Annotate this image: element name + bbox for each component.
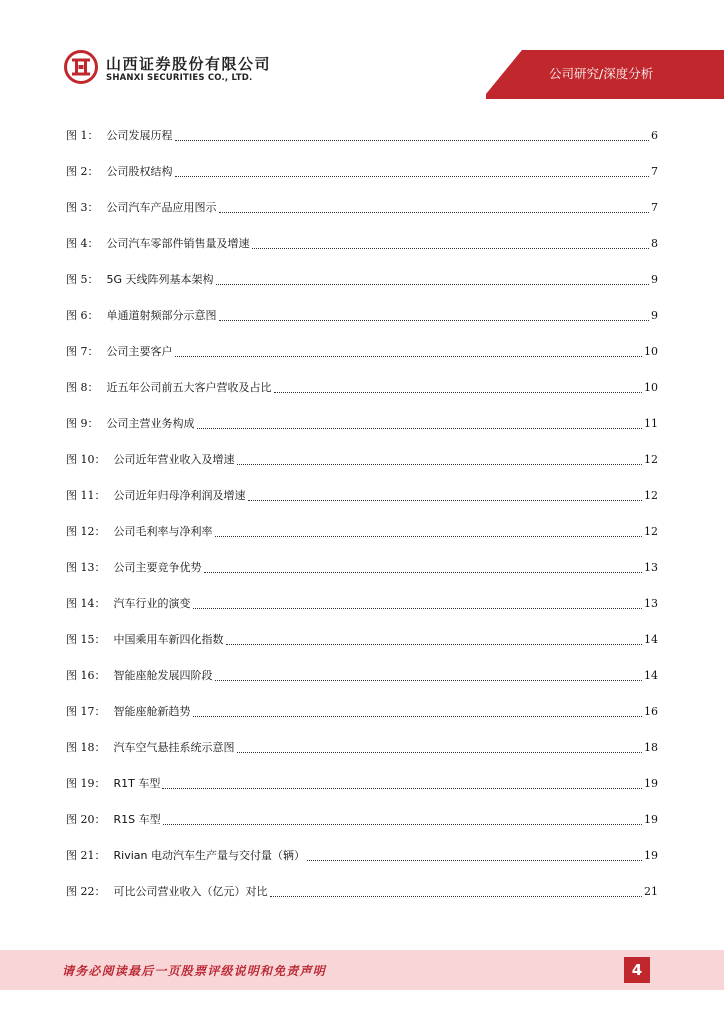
figure-title: 公司发展历程 bbox=[106, 129, 173, 142]
dot-leader bbox=[215, 535, 643, 537]
figure-page-number: 8 bbox=[651, 237, 658, 250]
figure-list-item[interactable] bbox=[66, 694, 658, 730]
figure-page-number: 18 bbox=[644, 741, 658, 754]
figure-number: 图 2： bbox=[66, 165, 99, 178]
figure-title: 公司毛利率与净利率 bbox=[113, 525, 213, 538]
figure-number: 图 12： bbox=[66, 525, 106, 538]
company-name-en: SHANXI SECURITIES CO., LTD. bbox=[106, 73, 253, 83]
dot-leader bbox=[270, 895, 643, 897]
figure-page-number: 12 bbox=[644, 489, 658, 502]
header-banner bbox=[0, 0, 724, 100]
figure-list-item[interactable] bbox=[66, 370, 658, 406]
dot-leader bbox=[226, 643, 643, 645]
figure-number: 图 11： bbox=[66, 489, 106, 502]
figure-title: R1T 车型 bbox=[113, 777, 161, 790]
figure-number: 图 3： bbox=[66, 201, 99, 214]
figure-list-item[interactable] bbox=[66, 838, 658, 874]
figure-title: 公司汽车产品应用图示 bbox=[106, 201, 217, 214]
figure-title: 公司主营业务构成 bbox=[106, 417, 195, 430]
figure-list-item[interactable] bbox=[66, 766, 658, 802]
figure-page-number: 11 bbox=[644, 417, 658, 430]
figure-page-number: 9 bbox=[651, 309, 658, 322]
figure-title: 5G 天线阵列基本架构 bbox=[106, 273, 214, 286]
figure-title: 单通道射频部分示意图 bbox=[106, 309, 217, 322]
dot-leader bbox=[197, 427, 643, 429]
figure-page-number: 10 bbox=[644, 381, 658, 394]
dot-leader bbox=[219, 319, 650, 321]
figure-page-number: 19 bbox=[644, 813, 658, 826]
figure-page-number: 14 bbox=[644, 633, 658, 646]
figure-list-item[interactable] bbox=[66, 874, 658, 910]
figure-number: 图 15： bbox=[66, 633, 106, 646]
figure-title: 公司近年营业收入及增速 bbox=[113, 453, 235, 466]
figure-page-number: 13 bbox=[644, 561, 658, 574]
figure-title: 汽车空气悬挂系统示意图 bbox=[113, 741, 235, 754]
figure-title: Rivian 电动汽车生产量与交付量（辆） bbox=[113, 849, 305, 862]
figure-title: 公司股权结构 bbox=[106, 165, 173, 178]
figure-page-number: 9 bbox=[651, 273, 658, 286]
dot-leader bbox=[175, 139, 650, 141]
dot-leader bbox=[215, 679, 643, 681]
dot-leader bbox=[193, 607, 643, 609]
figure-list-item[interactable] bbox=[66, 298, 658, 334]
figure-number: 图 6： bbox=[66, 309, 99, 322]
figure-title: 公司汽车零部件销售量及增速 bbox=[106, 237, 250, 250]
figure-number: 图 7： bbox=[66, 345, 99, 358]
figure-title: 智能座舱发展四阶段 bbox=[113, 669, 213, 682]
figure-list-item[interactable] bbox=[66, 262, 658, 298]
dot-leader bbox=[216, 283, 649, 285]
figure-title: 公司主要客户 bbox=[106, 345, 173, 358]
figure-number: 图 19： bbox=[66, 777, 106, 790]
dot-leader bbox=[175, 355, 643, 357]
dot-leader bbox=[162, 787, 642, 789]
figure-number: 图 16： bbox=[66, 669, 106, 682]
figure-page-number: 16 bbox=[644, 705, 658, 718]
dot-leader bbox=[204, 571, 643, 573]
figure-list-item[interactable] bbox=[66, 478, 658, 514]
dot-leader bbox=[252, 247, 650, 249]
figure-number: 图 10： bbox=[66, 453, 106, 466]
figure-number: 图 21： bbox=[66, 849, 106, 862]
figure-number: 图 13： bbox=[66, 561, 106, 574]
figure-list-item[interactable] bbox=[66, 442, 658, 478]
figure-number: 图 22： bbox=[66, 885, 106, 898]
company-name-cn: 山西证券股份有限公司 bbox=[106, 55, 272, 73]
figure-page-number: 6 bbox=[651, 129, 658, 142]
figure-page-number: 12 bbox=[644, 453, 658, 466]
figure-list-item[interactable] bbox=[66, 226, 658, 262]
dot-leader bbox=[307, 859, 642, 861]
dot-leader bbox=[193, 715, 643, 717]
figure-title: 中国乘用车新四化指数 bbox=[113, 633, 224, 646]
figure-list-item[interactable] bbox=[66, 550, 658, 586]
figure-list-item[interactable] bbox=[66, 154, 658, 190]
report-section-label: 公司研究/深度分析 bbox=[549, 66, 654, 81]
figure-page-number: 13 bbox=[644, 597, 658, 610]
figure-list bbox=[66, 118, 658, 910]
figure-list-item[interactable] bbox=[66, 586, 658, 622]
dot-leader bbox=[163, 823, 642, 825]
figure-title: 可比公司营业收入（亿元）对比 bbox=[113, 885, 268, 898]
figure-number: 图 14： bbox=[66, 597, 106, 610]
figure-number: 图 1： bbox=[66, 129, 99, 142]
figure-page-number: 12 bbox=[644, 525, 658, 538]
figure-page-number: 7 bbox=[651, 201, 658, 214]
figure-list-item[interactable] bbox=[66, 658, 658, 694]
figure-title: 公司近年归母净利润及增速 bbox=[113, 489, 246, 502]
dot-leader bbox=[274, 391, 643, 393]
figure-title: 公司主要竞争优势 bbox=[113, 561, 202, 574]
figure-list-item[interactable] bbox=[66, 802, 658, 838]
figure-page-number: 7 bbox=[651, 165, 658, 178]
page-footer bbox=[0, 950, 724, 990]
figure-page-number: 19 bbox=[644, 777, 658, 790]
figure-number: 图 17： bbox=[66, 705, 106, 718]
figure-list-item[interactable] bbox=[66, 118, 658, 154]
dot-leader bbox=[219, 211, 650, 213]
figure-title: 近五年公司前五大客户营收及占比 bbox=[106, 381, 272, 394]
page-number: 4 bbox=[624, 957, 650, 983]
dot-leader bbox=[248, 499, 643, 501]
figure-number: 图 4： bbox=[66, 237, 99, 250]
dot-leader bbox=[175, 175, 650, 177]
page-header bbox=[0, 0, 724, 100]
figure-page-number: 10 bbox=[644, 345, 658, 358]
figure-page-number: 19 bbox=[644, 849, 658, 862]
dot-leader bbox=[237, 751, 643, 753]
figure-list-item[interactable] bbox=[66, 730, 658, 766]
figure-page-number: 21 bbox=[644, 885, 658, 898]
figure-number: 图 5： bbox=[66, 273, 99, 286]
dot-leader bbox=[237, 463, 643, 465]
figure-number: 图 20： bbox=[66, 813, 106, 826]
disclaimer-text: 请务必阅读最后一页股票评级说明和免责声明 bbox=[62, 964, 327, 978]
figure-list-item[interactable] bbox=[66, 622, 658, 658]
figure-title: R1S 车型 bbox=[113, 813, 161, 826]
figure-list-item[interactable] bbox=[66, 514, 658, 550]
figure-list-item[interactable] bbox=[66, 406, 658, 442]
figure-number: 图 18： bbox=[66, 741, 106, 754]
figure-page-number: 14 bbox=[644, 669, 658, 682]
figure-title: 汽车行业的演变 bbox=[113, 597, 191, 610]
figure-number: 图 8： bbox=[66, 381, 99, 394]
figure-title: 智能座舱新趋势 bbox=[113, 705, 191, 718]
figure-number: 图 9： bbox=[66, 417, 99, 430]
figure-list-item[interactable] bbox=[66, 334, 658, 370]
figure-list-item[interactable] bbox=[66, 190, 658, 226]
